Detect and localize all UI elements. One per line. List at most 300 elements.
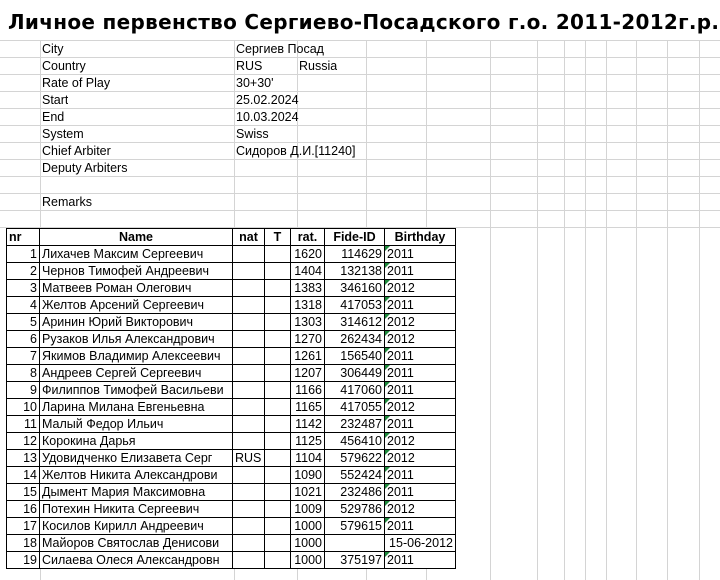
player-birthday[interactable] xyxy=(385,501,456,518)
chief-arbiter-value[interactable]: Сидоров Д.И.[11240] xyxy=(236,144,356,158)
system-value[interactable]: Swiss xyxy=(236,127,269,141)
player-rating[interactable] xyxy=(291,501,325,518)
player-nr-text: 14 xyxy=(23,468,37,482)
player-rating-text: 1270 xyxy=(294,332,322,346)
player-fide-id[interactable] xyxy=(325,280,385,297)
table-row xyxy=(7,484,456,501)
player-birthday[interactable] xyxy=(385,314,456,331)
player-birthday[interactable] xyxy=(385,518,456,535)
player-fide-id[interactable] xyxy=(325,365,385,382)
player-fide-id[interactable] xyxy=(325,331,385,348)
remarks-label: Remarks xyxy=(42,195,93,209)
player-rating-text: 1142 xyxy=(295,417,322,431)
player-birthday[interactable] xyxy=(385,484,456,501)
number-as-text-flag-icon xyxy=(385,433,390,438)
table-row xyxy=(7,501,456,518)
player-fide-id-text: 314612 xyxy=(340,315,382,329)
player-name[interactable] xyxy=(40,552,233,569)
player-nat-text: RUS xyxy=(235,451,262,465)
player-name[interactable] xyxy=(40,416,233,433)
city-label: City xyxy=(42,42,64,56)
player-fide-id[interactable] xyxy=(325,314,385,331)
player-name-text: Филиппов Тимофей Васильеви xyxy=(42,383,224,397)
chief-arbiter-label: Chief Arbiter xyxy=(42,144,111,158)
player-title[interactable] xyxy=(265,331,291,348)
grid-column-line xyxy=(606,40,607,580)
player-birthday[interactable] xyxy=(385,467,456,484)
player-title[interactable] xyxy=(265,416,291,433)
player-name[interactable] xyxy=(40,314,233,331)
start-value[interactable]: 25.02.2024 xyxy=(236,93,299,107)
player-birthday[interactable] xyxy=(385,433,456,450)
table-row xyxy=(7,314,456,331)
player-rating[interactable] xyxy=(291,399,325,416)
player-birthday[interactable] xyxy=(385,246,456,263)
player-nat[interactable] xyxy=(233,535,265,552)
player-name[interactable] xyxy=(40,450,233,467)
player-birthday[interactable] xyxy=(385,365,456,382)
player-name-text: Чернов Тимофей Андреевич xyxy=(42,264,210,278)
player-birthday-text: 2011 xyxy=(387,298,414,312)
player-nr-text: 8 xyxy=(30,366,37,380)
country-name[interactable]: Russia xyxy=(299,59,338,73)
player-nr-text: 10 xyxy=(23,400,37,414)
number-as-text-flag-icon xyxy=(385,467,390,472)
player-title[interactable] xyxy=(265,518,291,535)
player-name-text: Удовидченко Елизавета Серг xyxy=(42,451,213,465)
player-title[interactable] xyxy=(265,280,291,297)
players-table-body xyxy=(7,246,456,569)
player-birthday[interactable] xyxy=(385,552,456,569)
player-rating-text: 1125 xyxy=(295,434,322,448)
player-nat[interactable] xyxy=(233,382,265,399)
player-nr[interactable] xyxy=(7,416,40,433)
player-birthday-text: 2011 xyxy=(387,519,414,533)
rate-label: Rate of Play xyxy=(42,76,111,90)
player-fide-id[interactable] xyxy=(325,501,385,518)
player-nr-text: 7 xyxy=(30,349,37,363)
player-fide-id[interactable] xyxy=(325,399,385,416)
table-row xyxy=(7,433,456,450)
player-birthday[interactable] xyxy=(385,297,456,314)
end-label: End xyxy=(42,110,65,124)
player-title[interactable] xyxy=(265,382,291,399)
player-name-text: Корокина Дарья xyxy=(42,434,136,448)
header-birthday[interactable]: Birthday xyxy=(385,229,456,246)
player-title[interactable] xyxy=(265,450,291,467)
player-fide-id-text: 417055 xyxy=(340,400,382,414)
player-fide-id-text: 552424 xyxy=(340,468,382,482)
player-nr[interactable] xyxy=(7,399,40,416)
player-name-text: Ларина Милана Евгеньевна xyxy=(42,400,205,414)
player-name-text: Якимов Владимир Алексеевич xyxy=(42,349,221,363)
number-as-text-flag-icon xyxy=(385,314,390,319)
player-rating-text: 1166 xyxy=(295,383,322,397)
player-rating-text: 1383 xyxy=(294,281,322,295)
player-nr-text: 3 xyxy=(30,281,37,295)
grid-row-line xyxy=(0,57,720,58)
player-nat[interactable] xyxy=(233,433,265,450)
player-nat[interactable] xyxy=(233,263,265,280)
number-as-text-flag-icon xyxy=(385,246,390,251)
player-nr[interactable] xyxy=(7,535,40,552)
header-nr[interactable]: nr xyxy=(7,229,40,246)
player-birthday[interactable] xyxy=(385,382,456,399)
player-fide-id-text: 156540 xyxy=(340,349,382,363)
table-row xyxy=(7,416,456,433)
player-nat[interactable] xyxy=(233,331,265,348)
player-nr[interactable] xyxy=(7,314,40,331)
number-as-text-flag-icon xyxy=(385,365,390,370)
player-nr-text: 6 xyxy=(30,332,37,346)
player-title[interactable] xyxy=(265,552,291,569)
player-name-text: Малый Федор Ильич xyxy=(42,417,164,431)
number-as-text-flag-icon xyxy=(385,348,390,353)
player-name[interactable] xyxy=(40,263,233,280)
player-rating[interactable] xyxy=(291,484,325,501)
player-nat[interactable] xyxy=(233,416,265,433)
player-name[interactable] xyxy=(40,484,233,501)
number-as-text-flag-icon xyxy=(385,501,390,506)
player-title[interactable] xyxy=(265,348,291,365)
player-rating[interactable] xyxy=(291,314,325,331)
player-fide-id[interactable] xyxy=(325,518,385,535)
player-birthday[interactable] xyxy=(385,263,456,280)
header-name[interactable]: Name xyxy=(40,229,233,246)
player-nat[interactable] xyxy=(233,314,265,331)
player-rating[interactable] xyxy=(291,280,325,297)
player-name-text: Майоров Святослав Денисови xyxy=(42,536,220,550)
player-name[interactable] xyxy=(40,518,233,535)
player-rating-text: 1261 xyxy=(294,349,322,363)
table-row xyxy=(7,280,456,297)
table-row xyxy=(7,552,456,569)
player-rating[interactable] xyxy=(291,535,325,552)
player-fide-id-text: 232486 xyxy=(340,485,382,499)
grid-column-line xyxy=(699,40,700,580)
player-nat[interactable] xyxy=(233,348,265,365)
table-row xyxy=(7,399,456,416)
player-nr[interactable] xyxy=(7,501,40,518)
player-name-text: Лихачев Максим Сергеевич xyxy=(42,247,204,261)
player-birthday-text: 2012 xyxy=(387,451,415,465)
player-nr-text: 17 xyxy=(23,519,37,533)
player-birthday[interactable] xyxy=(385,280,456,297)
deputy-arbiters-label: Deputy Arbiters xyxy=(42,161,128,175)
player-rating-text: 1318 xyxy=(294,298,322,312)
player-fide-id-text: 456410 xyxy=(340,434,382,448)
grid-row-line xyxy=(0,40,720,41)
player-nr-text: 18 xyxy=(23,536,37,550)
player-birthday[interactable] xyxy=(385,348,456,365)
player-name-text: Желтов Арсений Сергеевич xyxy=(42,298,204,312)
player-name[interactable] xyxy=(40,501,233,518)
player-nat[interactable] xyxy=(233,365,265,382)
player-nr[interactable] xyxy=(7,484,40,501)
player-nr[interactable] xyxy=(7,297,40,314)
player-nr[interactable] xyxy=(7,280,40,297)
player-rating[interactable] xyxy=(291,246,325,263)
player-birthday-text: 2011 xyxy=(387,417,414,431)
player-fide-id[interactable] xyxy=(325,416,385,433)
player-name[interactable] xyxy=(40,365,233,382)
player-fide-id[interactable] xyxy=(325,467,385,484)
end-value[interactable]: 10.03.2024 xyxy=(236,110,299,124)
player-rating-text: 1000 xyxy=(294,519,322,533)
player-name-text: Андреев Сергей Сергеевич xyxy=(42,366,202,380)
player-nr[interactable] xyxy=(7,518,40,535)
grid-column-line xyxy=(585,40,586,580)
player-nat[interactable] xyxy=(233,484,265,501)
player-fide-id-text: 417053 xyxy=(340,298,382,312)
player-fide-id[interactable] xyxy=(325,433,385,450)
player-title[interactable] xyxy=(265,314,291,331)
player-birthday-text: 2011 xyxy=(387,553,414,567)
player-title[interactable] xyxy=(265,467,291,484)
player-fide-id[interactable] xyxy=(325,484,385,501)
player-birthday-text: 2011 xyxy=(387,247,414,261)
player-name[interactable] xyxy=(40,433,233,450)
player-rating-text: 1404 xyxy=(294,264,322,278)
player-nat[interactable] xyxy=(233,280,265,297)
player-fide-id-text: 114629 xyxy=(341,247,382,261)
player-rating-text: 1000 xyxy=(294,536,322,550)
table-row xyxy=(7,348,456,365)
player-nr-text: 2 xyxy=(30,264,37,278)
table-row xyxy=(7,365,456,382)
player-fide-id-text: 529786 xyxy=(340,502,382,516)
player-nr-text: 16 xyxy=(23,502,37,516)
player-rating[interactable] xyxy=(291,297,325,314)
player-nat[interactable] xyxy=(233,552,265,569)
player-birthday[interactable] xyxy=(385,331,456,348)
player-name[interactable] xyxy=(40,297,233,314)
player-birthday-text: 2012 xyxy=(387,434,415,448)
player-name[interactable] xyxy=(40,246,233,263)
player-name-text: Дымент Мария Максимовна xyxy=(42,485,206,499)
player-fide-id[interactable] xyxy=(325,450,385,467)
table-row xyxy=(7,297,456,314)
table-row xyxy=(7,331,456,348)
player-birthday-text: 2012 xyxy=(387,332,415,346)
player-nr-text: 9 xyxy=(30,383,37,397)
player-nr[interactable] xyxy=(7,450,40,467)
player-name-text: Потехин Никита Сергеевич xyxy=(42,502,200,516)
player-nat[interactable] xyxy=(233,246,265,263)
player-nr[interactable] xyxy=(7,467,40,484)
player-nr-text: 12 xyxy=(23,434,37,448)
grid-column-line xyxy=(537,40,538,580)
player-birthday-text: 2012 xyxy=(387,315,415,329)
player-birthday[interactable] xyxy=(385,416,456,433)
player-fide-id[interactable] xyxy=(325,535,385,552)
player-name[interactable] xyxy=(40,467,233,484)
player-rating[interactable] xyxy=(291,467,325,484)
city-value[interactable]: Сергиев Посад xyxy=(236,42,324,56)
number-as-text-flag-icon xyxy=(385,280,390,285)
player-rating-text: 1000 xyxy=(294,553,322,567)
player-nat[interactable] xyxy=(233,467,265,484)
player-rating-text: 1021 xyxy=(294,485,322,499)
player-title[interactable] xyxy=(265,365,291,382)
player-name-text: Рузаков Илья Александрович xyxy=(42,332,215,346)
table-header-row xyxy=(7,229,456,246)
player-rating-text: 1009 xyxy=(294,502,322,516)
number-as-text-flag-icon xyxy=(385,484,390,489)
header-rating[interactable]: rat. xyxy=(291,229,325,246)
player-rating[interactable] xyxy=(291,450,325,467)
grid-column-line xyxy=(564,40,565,580)
grid-row-line xyxy=(0,125,720,126)
player-title[interactable] xyxy=(265,535,291,552)
table-row xyxy=(7,450,456,467)
player-rating[interactable] xyxy=(291,348,325,365)
player-birthday-text: 2012 xyxy=(387,400,415,414)
grid-column-line xyxy=(636,40,637,580)
header-t[interactable]: T xyxy=(265,229,291,246)
page-title: Личное первенство Сергиево-Посадского г.о. 2011-2012г.р. xyxy=(8,10,720,34)
player-name-text: Матвеев Роман Олегович xyxy=(42,281,192,295)
player-rating[interactable] xyxy=(291,365,325,382)
player-rating[interactable] xyxy=(291,263,325,280)
player-rating-text: 1090 xyxy=(294,468,322,482)
players-table xyxy=(6,228,456,569)
player-nat[interactable] xyxy=(233,399,265,416)
player-name[interactable] xyxy=(40,382,233,399)
player-birthday-text: 2011 xyxy=(387,366,414,380)
player-fide-id[interactable] xyxy=(325,246,385,263)
player-birthday-text: 15-06-2012 xyxy=(389,536,453,550)
player-name[interactable] xyxy=(40,331,233,348)
number-as-text-flag-icon xyxy=(385,399,390,404)
player-nr[interactable] xyxy=(7,348,40,365)
grid-row-line xyxy=(0,108,720,109)
table-row xyxy=(7,246,456,263)
player-title[interactable] xyxy=(265,433,291,450)
number-as-text-flag-icon xyxy=(385,552,390,557)
player-nr[interactable] xyxy=(7,263,40,280)
player-rating-text: 1303 xyxy=(294,315,322,329)
player-nr[interactable] xyxy=(7,382,40,399)
player-rating-text: 1165 xyxy=(295,400,322,414)
player-fide-id[interactable] xyxy=(325,382,385,399)
player-birthday[interactable] xyxy=(385,450,456,467)
number-as-text-flag-icon xyxy=(385,450,390,455)
player-birthday-text: 2012 xyxy=(387,502,415,516)
player-birthday-text: 2011 xyxy=(387,349,414,363)
player-rating[interactable] xyxy=(291,416,325,433)
player-birthday-text: 2011 xyxy=(387,485,414,499)
player-rating[interactable] xyxy=(291,331,325,348)
player-title[interactable] xyxy=(265,399,291,416)
player-fide-id[interactable] xyxy=(325,552,385,569)
player-name[interactable] xyxy=(40,348,233,365)
grid-column-line xyxy=(490,40,491,580)
player-nr[interactable] xyxy=(7,331,40,348)
player-fide-id[interactable] xyxy=(325,263,385,280)
player-rating[interactable] xyxy=(291,518,325,535)
player-nat[interactable] xyxy=(233,518,265,535)
player-birthday-text: 2011 xyxy=(387,383,414,397)
player-nr[interactable] xyxy=(7,365,40,382)
player-nat[interactable] xyxy=(233,450,265,467)
player-name[interactable] xyxy=(40,399,233,416)
player-nat[interactable] xyxy=(233,297,265,314)
player-rating-text: 1620 xyxy=(294,247,322,261)
grid-column-line xyxy=(667,40,668,580)
grid-row-line xyxy=(0,193,720,194)
rate-value[interactable]: 30+30' xyxy=(236,76,274,90)
country-label: Country xyxy=(42,59,86,73)
player-nr[interactable] xyxy=(7,433,40,450)
player-nr-text: 5 xyxy=(30,315,37,329)
player-name-text: Аринин Юрий Викторович xyxy=(42,315,194,329)
player-fide-id[interactable] xyxy=(325,348,385,365)
player-nat[interactable] xyxy=(233,501,265,518)
header-nat[interactable]: nat xyxy=(233,229,265,246)
player-title[interactable] xyxy=(265,246,291,263)
player-name-text: Силаева Олеся Александровн xyxy=(42,553,220,567)
player-name-text: Косилов Кирилл Андреевич xyxy=(42,519,204,533)
player-birthday[interactable] xyxy=(385,399,456,416)
player-title[interactable] xyxy=(265,484,291,501)
player-rating[interactable] xyxy=(291,552,325,569)
player-title[interactable] xyxy=(265,263,291,280)
table-row xyxy=(7,518,456,535)
player-nr[interactable] xyxy=(7,246,40,263)
country-code[interactable]: RUS xyxy=(236,59,263,73)
number-as-text-flag-icon xyxy=(385,518,390,523)
system-label: System xyxy=(42,127,84,141)
player-fide-id-text: 375197 xyxy=(340,553,382,567)
player-title[interactable] xyxy=(265,297,291,314)
player-fide-id-text: 417060 xyxy=(340,383,382,397)
player-rating-text: 1207 xyxy=(294,366,322,380)
number-as-text-flag-icon xyxy=(385,416,390,421)
player-fide-id[interactable] xyxy=(325,297,385,314)
player-nr-text: 1 xyxy=(30,247,37,261)
table-row xyxy=(7,535,456,552)
player-fide-id-text: 262434 xyxy=(340,332,382,346)
player-nr-text: 11 xyxy=(24,417,37,431)
player-title[interactable] xyxy=(265,501,291,518)
start-label: Start xyxy=(42,93,69,107)
player-rating[interactable] xyxy=(291,433,325,450)
number-as-text-flag-icon xyxy=(385,263,390,268)
player-fide-id-text: 132138 xyxy=(340,264,382,278)
player-fide-id-text: 579615 xyxy=(340,519,382,533)
player-fide-id-text: 306449 xyxy=(340,366,382,380)
table-row xyxy=(7,382,456,399)
player-nr-text: 19 xyxy=(23,553,37,567)
grid-row-line xyxy=(0,210,720,211)
player-birthday[interactable] xyxy=(385,535,456,552)
header-fide-id[interactable]: Fide-ID xyxy=(325,229,385,246)
player-fide-id-text: 579622 xyxy=(340,451,382,465)
player-nr[interactable] xyxy=(7,552,40,569)
player-rating-text: 1104 xyxy=(295,451,322,465)
player-nr-text: 4 xyxy=(30,298,37,312)
player-fide-id-text: 232487 xyxy=(340,417,382,431)
table-row xyxy=(7,263,456,280)
player-rating[interactable] xyxy=(291,382,325,399)
player-birthday-text: 2011 xyxy=(387,468,414,482)
player-name[interactable] xyxy=(40,535,233,552)
player-fide-id-text: 346160 xyxy=(340,281,382,295)
player-nr-text: 15 xyxy=(23,485,37,499)
player-birthday-text: 2012 xyxy=(387,281,415,295)
player-name[interactable] xyxy=(40,280,233,297)
